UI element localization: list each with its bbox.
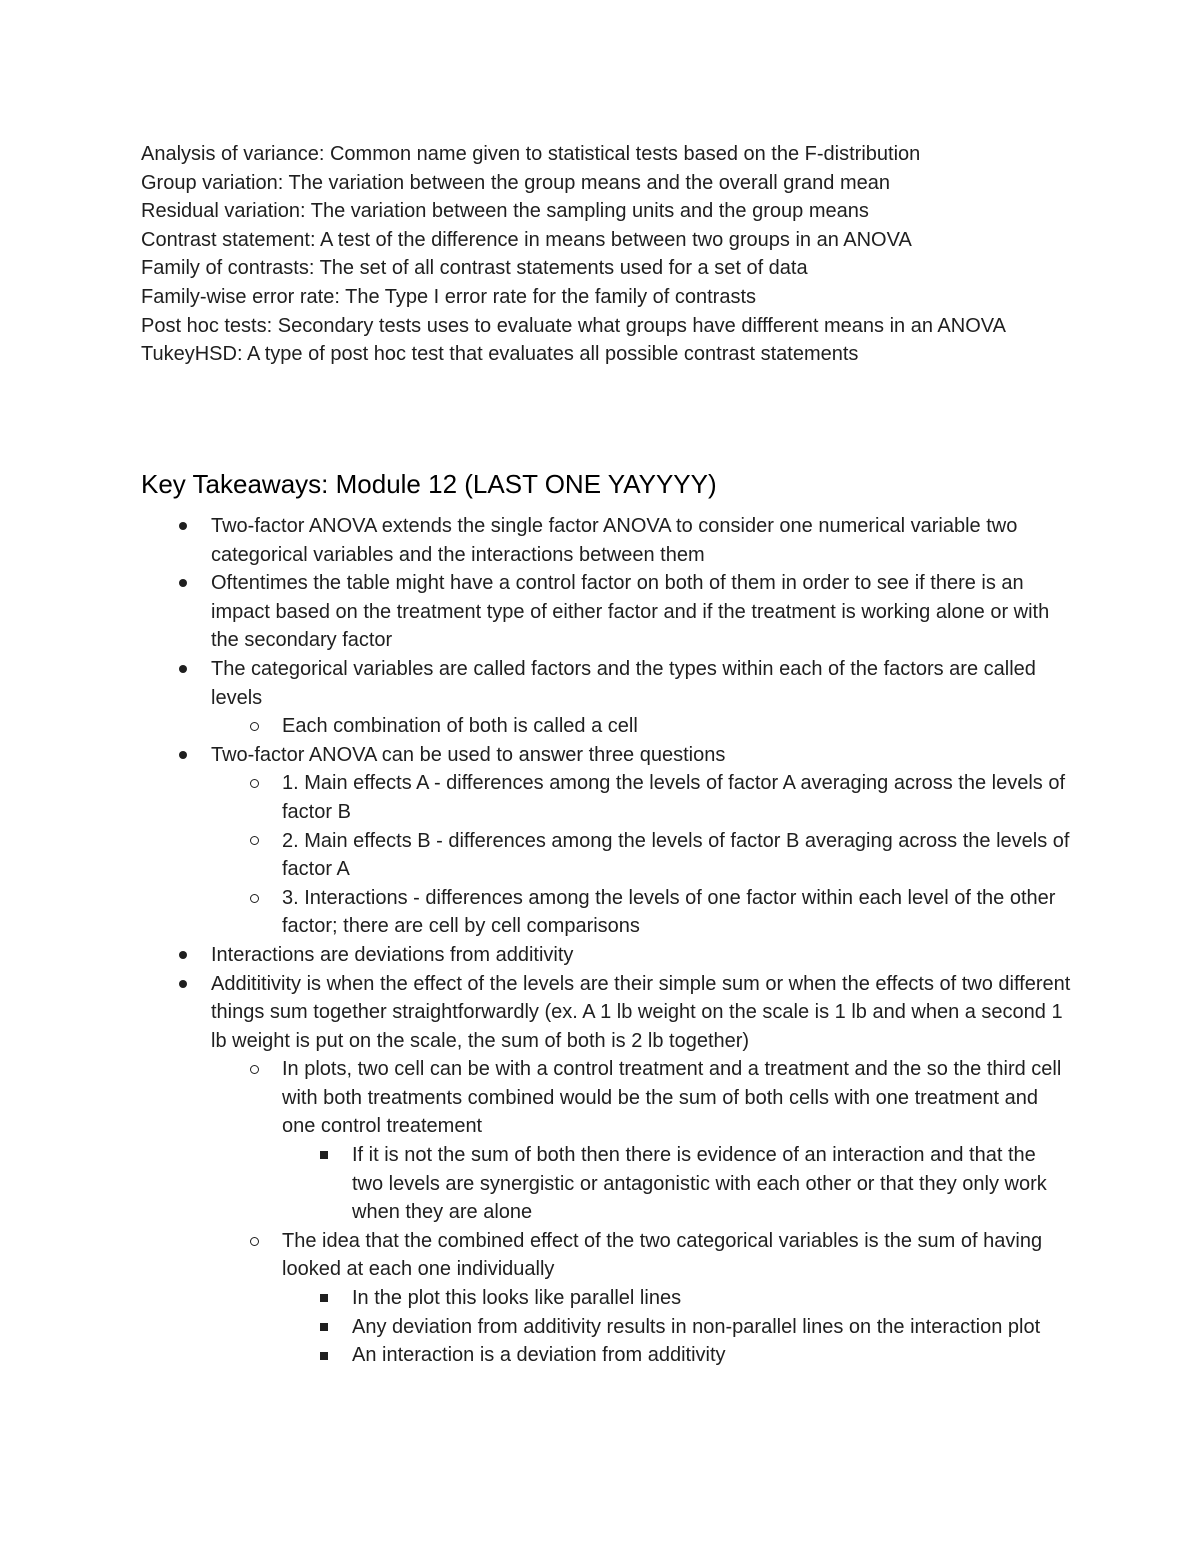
bullet-circle-icon — [246, 1055, 262, 1084]
list-item — [141, 1284, 1071, 1313]
bullet-disc-icon — [175, 655, 191, 684]
bullet-square-icon — [316, 1141, 332, 1170]
list-item-text: 1. Main effects A - differences among the levels of factor A averaging across the levels of factor B — [282, 772, 1066, 823]
list-item — [141, 827, 1071, 884]
list-item-text: Oftentimes the table might have a control factor on both of them in order to see if there is an impact based on the treatment type of either factor and if the treatment is working alone or with the secondary factor — [211, 572, 1050, 652]
list-item-text: Any deviation from additivity results in non-parallel lines on the interaction plot — [352, 1315, 1041, 1338]
list-item — [141, 1341, 1071, 1370]
bullet-disc-icon — [175, 970, 191, 999]
bullet-disc-icon — [175, 941, 191, 970]
list-item-text: In the plot this looks like parallel lines — [352, 1287, 682, 1310]
definition-line: Family of contrasts: The set of all contrast statements used for a set of data — [141, 257, 808, 280]
list-item — [141, 941, 1071, 970]
bullet-circle-icon — [246, 712, 262, 741]
list-item — [141, 1227, 1071, 1284]
bullet-square-icon — [316, 1284, 332, 1313]
list-item — [141, 970, 1071, 1056]
list-item-text: 2. Main effects B - differences among the levels of factor B averaging across the levels of factor A — [282, 829, 1070, 881]
list-item-text: The idea that the combined effect of the two categorical variables is the sum of having looked at each one individually — [282, 1229, 1043, 1281]
bullet-circle-icon — [246, 827, 262, 856]
list-item — [141, 769, 1071, 826]
list-item-text: The categorical variables are called factors and the types within each of the factors are called levels — [211, 657, 1036, 709]
bullet-circle-icon — [246, 769, 262, 798]
definition-line: Family-wise error rate: The Type I error rate for the family of contrasts — [141, 285, 757, 308]
definition-line: TukeyHSD: A type of post hoc test that evaluates all possible contrast statements — [141, 343, 859, 366]
definitions-block — [141, 140, 1041, 369]
definition-line: Post hoc tests: Secondary tests uses to evaluate what groups have diffferent means in an ANOVA — [141, 314, 1006, 337]
section-heading: Key Takeaways: Module 12 (LAST ONE YAYYYY) — [141, 469, 717, 499]
takeaways-list — [141, 512, 1071, 1370]
list-item — [141, 741, 1071, 770]
definition-line: Residual variation: The variation between the sampling units and the group means — [141, 200, 869, 223]
list-item-text: Two-factor ANOVA extends the single factor ANOVA to consider one numerical variable two categorical variables and the interactions between them — [211, 515, 1018, 566]
list-item — [141, 1313, 1071, 1342]
bullet-disc-icon — [175, 741, 191, 770]
list-item-text: Two-factor ANOVA can be used to answer three questions — [211, 743, 726, 766]
bullet-circle-icon — [246, 884, 262, 913]
definition-line: Contrast statement: A test of the difference in means between two groups in an ANOVA — [141, 228, 912, 251]
list-item-text: 3. Interactions - differences among the levels of one factor within each level of the other factor; there are cell by cell comparisons — [282, 886, 1056, 938]
list-item-text: If it is not the sum of both then there is evidence of an interaction and that the two levels are synergistic or antagonistic with each other or that they only work when they are alone — [352, 1144, 1047, 1224]
list-item — [141, 655, 1071, 712]
list-item-text: Each combination of both is called a cell — [282, 715, 638, 738]
list-item — [141, 512, 1071, 569]
bullet-square-icon — [316, 1341, 332, 1370]
list-item — [141, 569, 1071, 655]
list-item-text: Addititivity is when the effect of the levels are their simple sum or when the effects of two different things sum together straightforwardly (ex. A 1 lb weight on the scale is 1 lb and when a second 1 lb weight is put on the scale, the sum of both is 2 lb together) — [211, 972, 1071, 1052]
definition-line: Group variation: The variation between the group means and the overall grand mean — [141, 171, 890, 194]
list-item — [141, 1055, 1071, 1141]
list-item-text: An interaction is a deviation from additivity — [352, 1344, 726, 1367]
bullet-disc-icon — [175, 569, 191, 598]
list-item — [141, 712, 1071, 741]
list-item — [141, 1141, 1071, 1227]
list-item — [141, 884, 1071, 941]
bullet-square-icon — [316, 1313, 332, 1342]
bullet-disc-icon — [175, 512, 191, 541]
list-item-text: In plots, two cell can be with a control treatment and a treatment and the so the third cell with both treatments combined would be the sum of both cells with one treatment and one control treatement — [282, 1058, 1062, 1138]
list-item-text: Interactions are deviations from additivity — [211, 943, 574, 966]
definition-line: Analysis of variance: Common name given to statistical tests based on the F-distribution — [141, 143, 921, 165]
bullet-circle-icon — [246, 1227, 262, 1256]
